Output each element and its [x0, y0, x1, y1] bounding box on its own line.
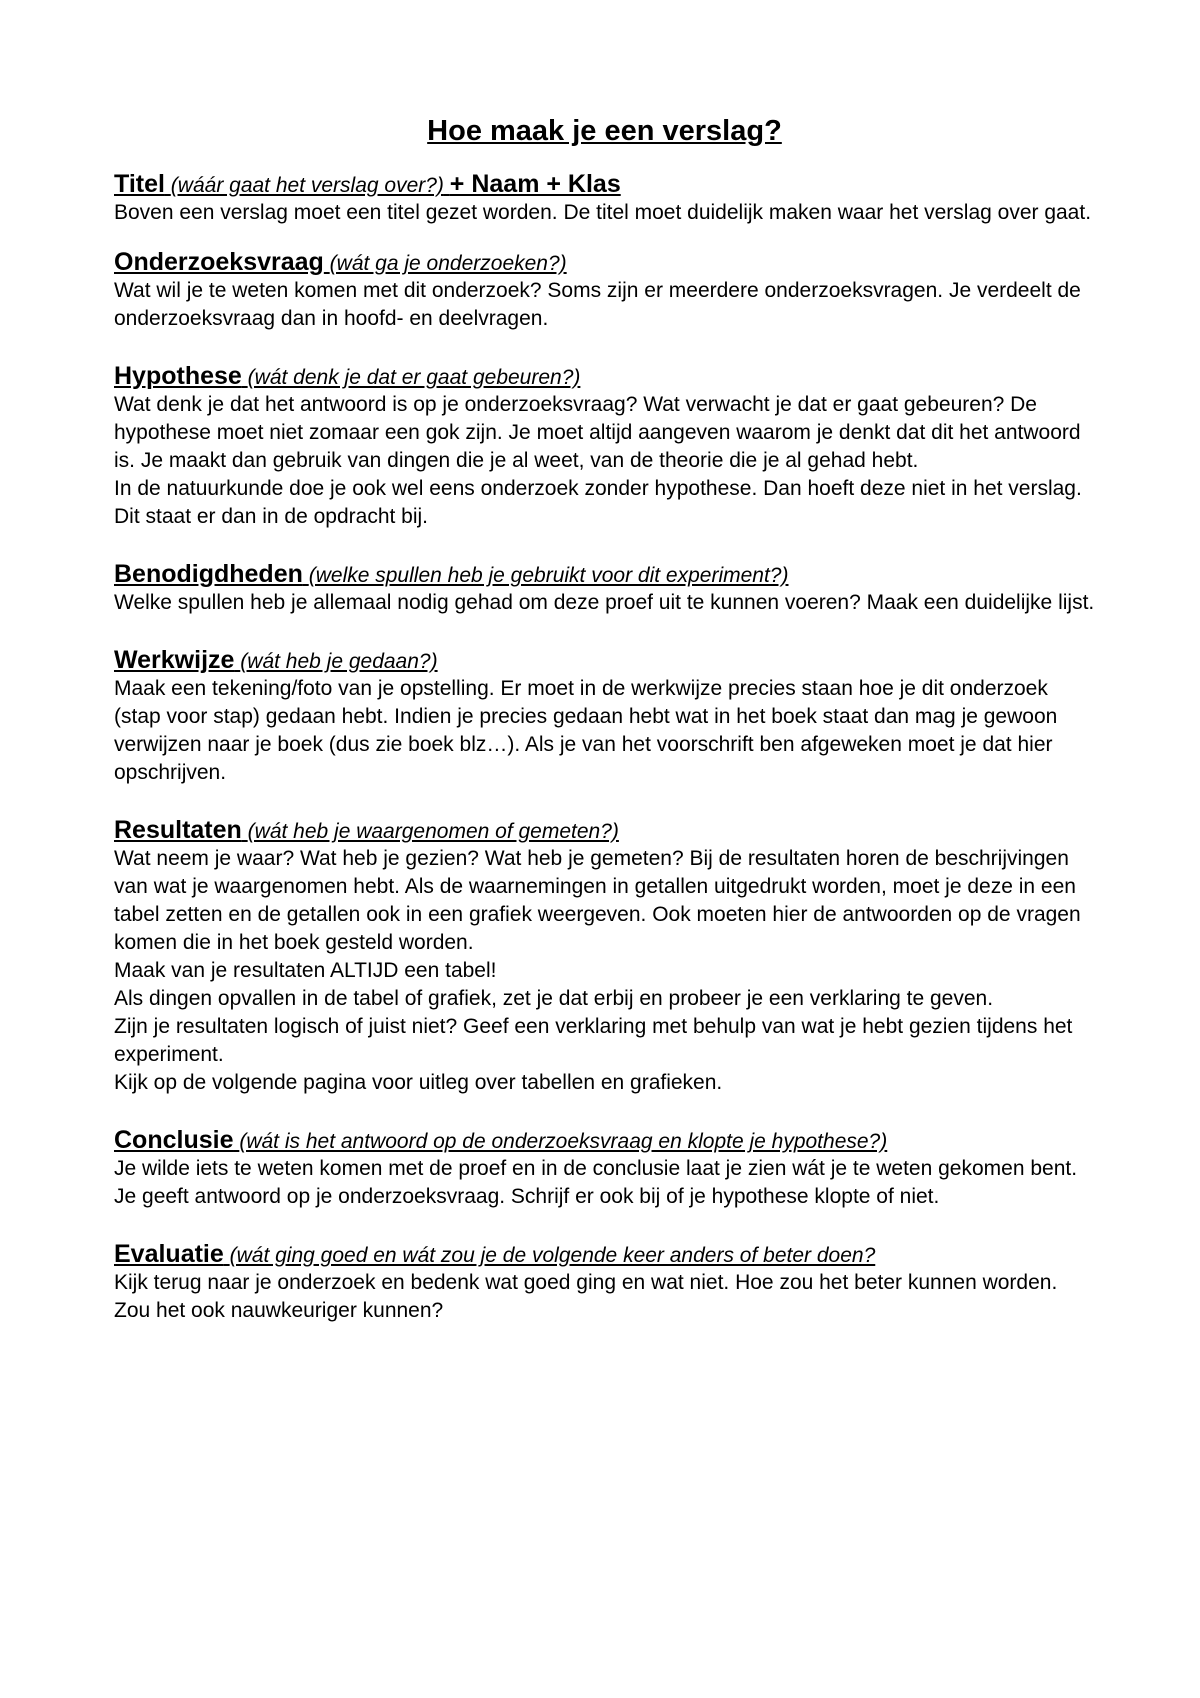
section-paragraph: Wat denk je dat het antwoord is op je onderzoeksvraag? Wat verwacht je dat er gaat gebeuren? De hypothese moet niet zomaar een gok zijn. Je moet altijd aangeven waarom je denkt dat dit het antwoord is. Je maakt dan gebruik van dingen die je al weet, van de theorie die je al gehad hebt.	[114, 392, 1081, 472]
section-onderzoeksvraag	[114, 249, 1095, 333]
section-titel	[114, 171, 1095, 227]
section-heading	[114, 1127, 1095, 1155]
section-heading	[114, 1241, 1095, 1269]
heading-subtitle: (wát ga je onderzoeken?)	[329, 251, 567, 275]
heading-label: Benodigdheden	[114, 559, 303, 588]
section-paragraph: Maak een tekening/foto van je opstelling. Er moet in de werkwijze precies staan hoe je dit onderzoek (stap voor stap) gedaan hebt. Indien je precies gedaan hebt wat in het boek staat dan mag je gewoon verwijzen naar je boek (dus zie boek blz…). Als je van het voorschrift ben afgeweken moet je dat hier opschrijven.	[114, 676, 1058, 784]
section-evaluatie	[114, 1241, 1095, 1325]
section-paragraph: Als dingen opvallen in de tabel of grafiek, zet je dat erbij en probeer je een verklaring te geven.	[114, 986, 994, 1010]
heading-label: Hypothese	[114, 361, 242, 390]
heading-subtitle: (wát heb je gedaan?)	[240, 649, 438, 673]
section-heading	[114, 647, 1095, 675]
section-paragraph: Je wilde iets te weten komen met de proef en in de conclusie laat je zien wát je te weten gekomen bent. Je geeft antwoord op je onderzoeksvraag. Schrijf er ook bij of je hypothese klopte of niet.	[114, 1156, 1078, 1208]
heading-subtitle: (wát denk je dat er gaat gebeuren?)	[247, 365, 581, 389]
section-resultaten	[114, 817, 1095, 1097]
heading-subtitle: (wát ging goed en wát zou je de volgende keer anders of beter doen?	[229, 1243, 876, 1267]
heading-subtitle: (wát is het antwoord op de onderzoeksvraag en klopte je hypothese?)	[239, 1129, 888, 1153]
section-paragraph: Kijk op de volgende pagina voor uitleg over tabellen en grafieken.	[114, 1070, 723, 1094]
section-paragraph: Kijk terug naar je onderzoek en bedenk wat goed ging en wat niet. Hoe zou het beter kunnen worden. Zou het ook nauwkeuriger kunnen?	[114, 1270, 1058, 1322]
section-paragraph: Wat wil je te weten komen met dit onderzoek? Soms zijn er meerdere onderzoeksvragen. Je verdeelt de onderzoeksvraag dan in hoofd- en deelvragen.	[114, 278, 1081, 330]
section-paragraph: Zijn je resultaten logisch of juist niet? Geef een verklaring met behulp van wat je hebt gezien tijdens het experiment.	[114, 1014, 1073, 1066]
heading-label: Werkwijze	[114, 645, 235, 674]
heading-extra: + Naam + Klas	[449, 169, 621, 198]
heading-subtitle: (wáár gaat het verslag over?)	[170, 173, 444, 197]
document-title: Hoe maak je een verslag?	[427, 115, 782, 147]
section-heading	[114, 363, 1095, 391]
section-paragraph: In de natuurkunde doe je ook wel eens onderzoek zonder hypothese. Dan hoeft deze niet in het verslag. Dit staat er dan in de opdracht bij.	[114, 476, 1082, 528]
heading-label: Titel	[114, 169, 165, 198]
section-heading	[114, 249, 1095, 277]
section-heading	[114, 171, 1095, 199]
section-paragraph: Maak van je resultaten ALTIJD een tabel!	[114, 958, 497, 982]
section-benodigdheden	[114, 561, 1095, 617]
heading-subtitle: (wát heb je waargenomen of gemeten?)	[247, 819, 619, 843]
section-heading	[114, 561, 1095, 589]
heading-label: Conclusie	[114, 1125, 234, 1154]
heading-label: Resultaten	[114, 815, 242, 844]
section-paragraph: Boven een verslag moet een titel gezet worden. De titel moet duidelijk maken waar het verslag over gaat.	[114, 200, 1092, 224]
heading-label: Evaluatie	[114, 1239, 224, 1268]
section-werkwijze	[114, 647, 1095, 787]
section-paragraph: Wat neem je waar? Wat heb je gezien? Wat heb je gemeten? Bij de resultaten horen de beschrijvingen van wat je waargenomen hebt. Als de waarnemingen in getallen uitgedrukt worden, moet je deze in een tabel zetten en de getallen ook in een grafiek weergeven. Ook moeten hier de antwoorden op de vragen komen die in het boek gesteld worden.	[114, 846, 1081, 954]
section-hypothese	[114, 363, 1095, 531]
heading-subtitle: (welke spullen heb je gebruikt voor dit experiment?)	[308, 563, 789, 587]
section-heading	[114, 817, 1095, 845]
heading-label: Onderzoeksvraag	[114, 247, 324, 276]
section-paragraph: Welke spullen heb je allemaal nodig gehad om deze proef uit te kunnen voeren? Maak een duidelijke lijst.	[114, 590, 1095, 614]
section-conclusie	[114, 1127, 1095, 1211]
